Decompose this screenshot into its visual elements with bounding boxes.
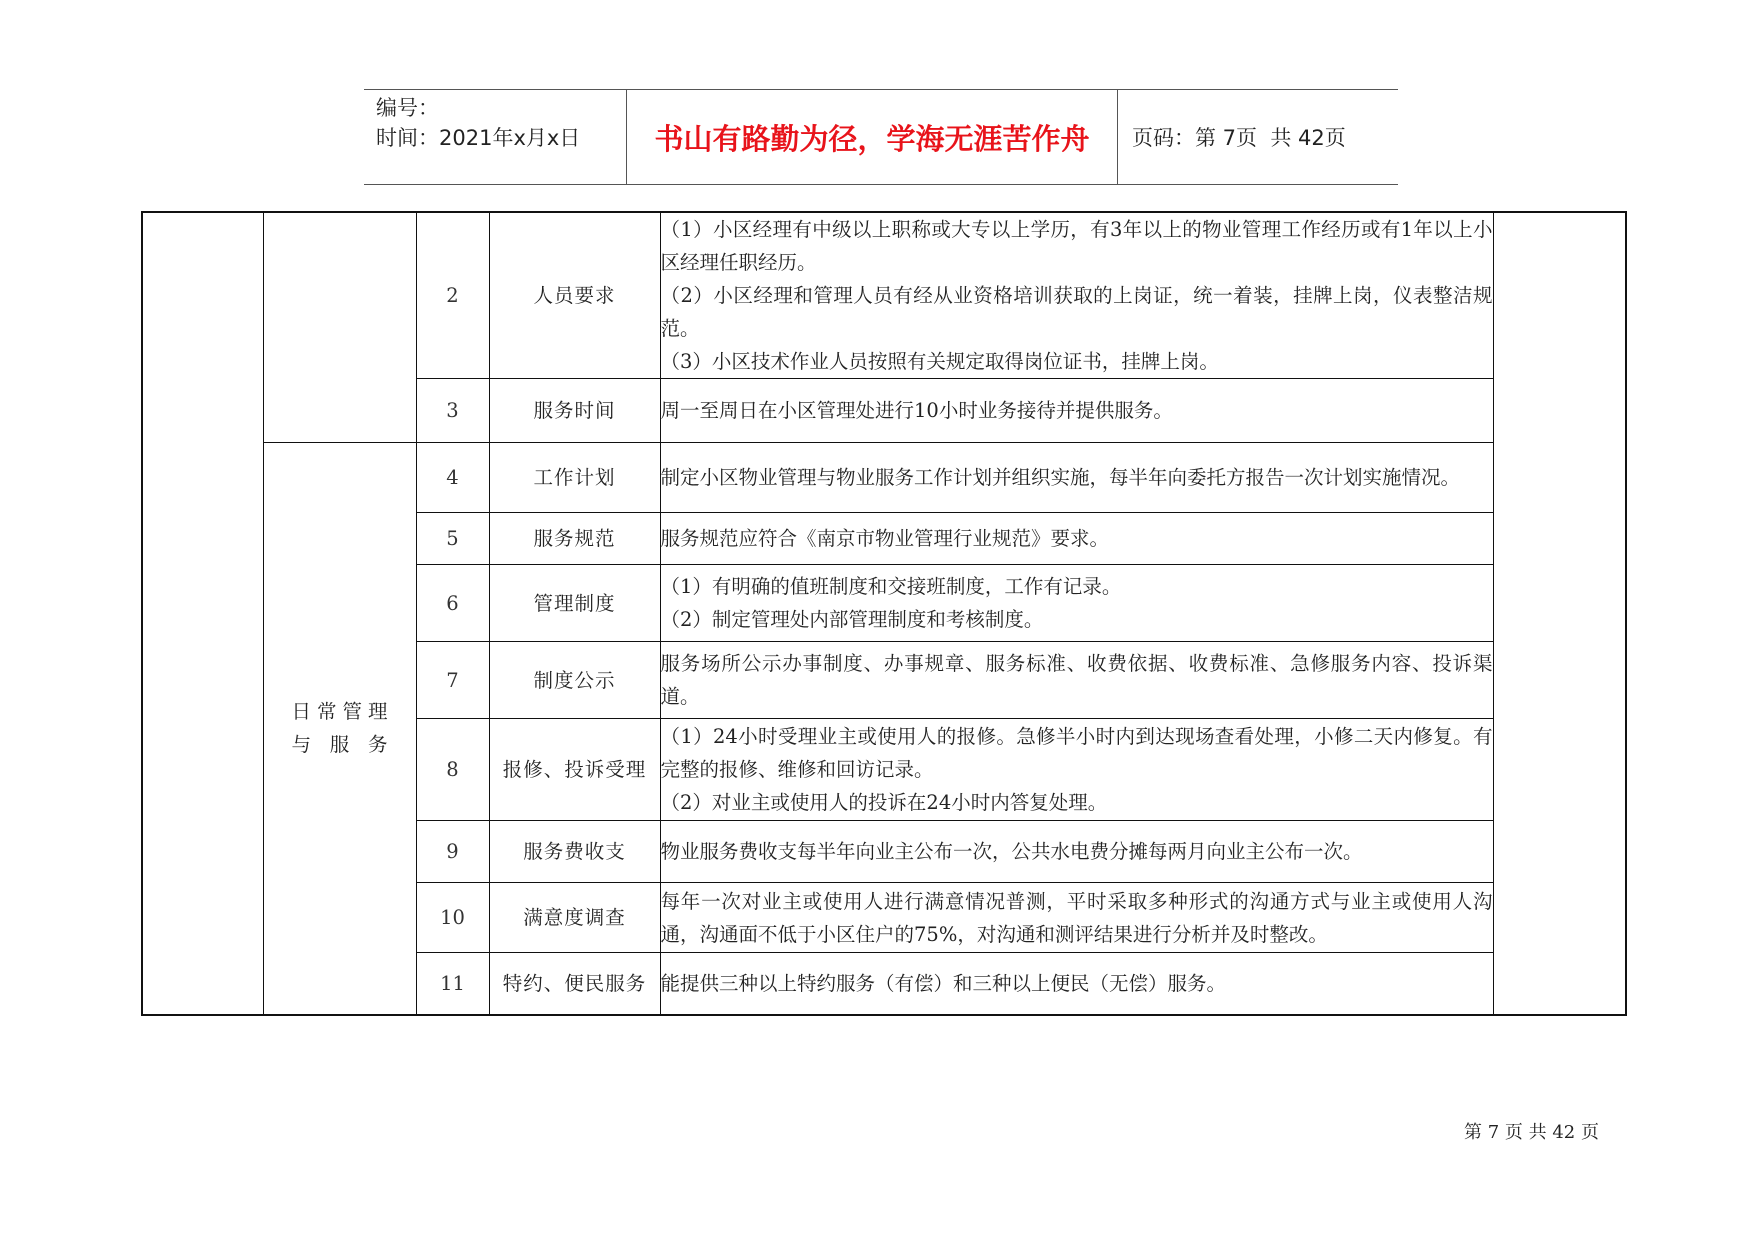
row-number: 7 xyxy=(416,642,489,719)
row-description xyxy=(660,565,1493,642)
row-number: 6 xyxy=(416,565,489,642)
row-item: 服务规范 xyxy=(489,513,660,565)
row-number: 11 xyxy=(416,953,489,1015)
row-item: 服务费收支 xyxy=(489,821,660,883)
description-line: 制定小区物业管理与物业服务工作计划并组织实施，每半年向委托方报告一次计划实施情况。 xyxy=(660,466,1461,489)
description-line: （2）小区经理和管理人员有经从业资格培训获取的上岗证，统一着装，挂牌上岗，仪表整洁规范。 xyxy=(660,284,1493,340)
description-line: （1）有明确的值班制度和交接班制度，工作有记录。 xyxy=(660,575,1122,598)
category-cell-previous xyxy=(263,212,416,443)
description-line: 周一至周日在小区管理处进行10小时业务接待并提供服务。 xyxy=(660,399,1173,422)
description-line: （2）对业主或使用人的投诉在24小时内答复处理。 xyxy=(660,791,1108,814)
description-line: 服务规范应符合《南京市物业管理行业规范》要求。 xyxy=(660,527,1110,550)
category-cell xyxy=(263,443,416,1015)
description-line: （1）小区经理有中级以上职称或大专以上学历，有3年以上的物业管理工作经历或有1年以上小区经理任职经历。 xyxy=(660,218,1493,274)
header-motto: 书山有路勤为径，学海无涯苦作舟 xyxy=(626,90,1118,184)
row-description xyxy=(660,642,1493,719)
row-number: 10 xyxy=(416,883,489,953)
row-number: 2 xyxy=(416,212,489,379)
description-line: 服务场所公示办事制度、办事规章、服务标准、收费依据、收费标准、急修服务内容、投诉渠道。 xyxy=(660,652,1493,708)
row-number: 5 xyxy=(416,513,489,565)
row-number: 9 xyxy=(416,821,489,883)
description-line: 能提供三种以上特约服务（有偿）和三种以上便民（无偿）服务。 xyxy=(660,971,1227,995)
row-description xyxy=(660,883,1493,953)
document-time-label: 时间：2021年x月x日 xyxy=(376,126,581,150)
table-row xyxy=(142,212,1626,379)
page-footer: 第 7 页 共 42 页 xyxy=(1464,1122,1599,1143)
blank-column-right xyxy=(1493,212,1626,1015)
row-description xyxy=(660,379,1493,443)
row-number: 8 xyxy=(416,719,489,821)
row-description xyxy=(660,953,1493,1015)
table-row xyxy=(142,443,1626,513)
description-line: （1）24小时受理业主或使用人的报修。急修半小时内到达现场查看处理，小修二天内修复。有完整的报修、维修和回访记录。 xyxy=(660,725,1493,781)
blank-column-left xyxy=(142,212,263,1015)
row-item: 工作计划 xyxy=(489,443,660,513)
row-item: 人员要求 xyxy=(489,212,660,379)
row-description xyxy=(660,719,1493,821)
header-left xyxy=(364,90,626,184)
service-standard-table xyxy=(141,211,1627,1016)
header-page-label: 页码：第 7页 共 42页 xyxy=(1132,126,1346,150)
document-header xyxy=(364,89,1398,185)
row-item: 管理制度 xyxy=(489,565,660,642)
row-item: 报修、投诉受理 xyxy=(489,719,660,821)
row-description xyxy=(660,443,1493,513)
description-line: （2）制定管理处内部管理制度和考核制度。 xyxy=(660,608,1044,631)
row-item: 满意度调查 xyxy=(489,883,660,953)
row-item: 制度公示 xyxy=(489,642,660,719)
row-description xyxy=(660,513,1493,565)
description-line: 每年一次对业主或使用人进行满意情况普测，平时采取多种形式的沟通方式与业主或使用人沟通，沟通面不低于小区住户的75%，对沟通和测评结果进行分析并及时整改。 xyxy=(660,889,1493,946)
row-description xyxy=(660,821,1493,883)
row-number: 3 xyxy=(416,379,489,443)
row-number: 4 xyxy=(416,443,489,513)
row-description xyxy=(660,212,1493,379)
category-label: 日常管理与服务 xyxy=(291,700,388,757)
document-number-label: 编号： xyxy=(376,96,439,120)
description-line: （3）小区技术作业人员按照有关规定取得岗位证书，挂牌上岗。 xyxy=(660,350,1219,373)
row-item: 特约、便民服务 xyxy=(489,953,660,1015)
row-item: 服务时间 xyxy=(489,379,660,443)
description-line: 物业服务费收支每半年向业主公布一次，公共水电费分摊每两月向业主公布一次。 xyxy=(660,840,1363,863)
